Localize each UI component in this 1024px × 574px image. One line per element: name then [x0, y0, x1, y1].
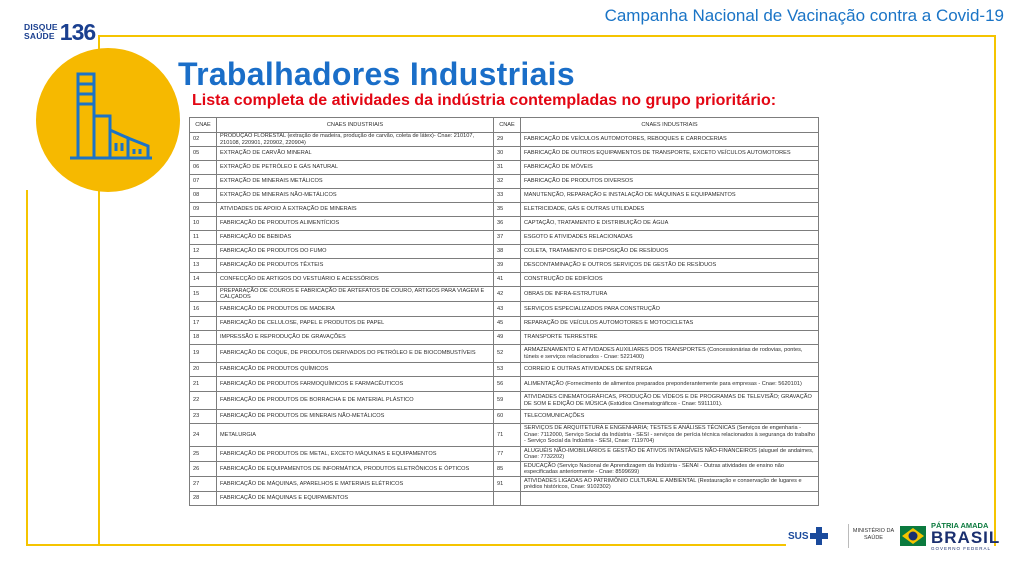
table-row	[190, 217, 819, 231]
activity-right: ELETRICIDADE, GÁS E OUTRAS UTILIDADES	[521, 203, 819, 217]
factory-icon	[36, 48, 180, 192]
cnae-code-right: 35	[494, 203, 521, 217]
brazil-flag-icon	[900, 526, 926, 546]
cnae-code-right: 38	[494, 245, 521, 259]
activity-left: FABRICAÇÃO DE PRODUTOS FARMOQUÍMICOS E FARMACÊUTICOS	[217, 377, 494, 392]
activity-right: FABRICAÇÃO DE PRODUTOS DIVERSOS	[521, 175, 819, 189]
cnae-code-right: 53	[494, 363, 521, 377]
cnae-code-right: 45	[494, 317, 521, 331]
table-row	[190, 302, 819, 317]
table-row	[190, 345, 819, 363]
activity-left: IMPRESSÃO E REPRODUÇÃO DE GRAVAÇÕES	[217, 331, 494, 345]
activity-right: EDUCAÇÃO (Serviço Nacional de Aprendizagem da Indústria - SENAI - Outras atividades de ensino não especificadas anteriormente - Cnae: 8599699)	[521, 462, 819, 477]
activity-left: FABRICAÇÃO DE PRODUTOS DE MINERAIS NÃO-METÁLICOS	[217, 410, 494, 424]
cnae-code-left: 21	[190, 377, 217, 392]
cnae-code-right: 36	[494, 217, 521, 231]
table-row	[190, 147, 819, 161]
cnae-code-left: 08	[190, 189, 217, 203]
activity-left: FABRICAÇÃO DE PRODUTOS QUÍMICOS	[217, 363, 494, 377]
activity-right: CAPTAÇÃO, TRATAMENTO E DISTRIBUIÇÃO DE ÁGUA	[521, 217, 819, 231]
activity-left: FABRICAÇÃO DE BEBIDAS	[217, 231, 494, 245]
table-row	[190, 331, 819, 345]
table-row	[190, 161, 819, 175]
country-text: BRASIL	[931, 527, 1001, 547]
cnae-code-left: 22	[190, 392, 217, 410]
activity-left: PRODUÇÃO FLORESTAL (extração de madeira, produção de carvão, coleta de látex)- Cnae: 210107, 210108, 220901, 220902, 220904)	[217, 133, 494, 147]
cnae-code-right: 33	[494, 189, 521, 203]
activity-left: FABRICAÇÃO DE PRODUTOS DO FUMO	[217, 245, 494, 259]
cnae-code-left: 06	[190, 161, 217, 175]
activity-left: FABRICAÇÃO DE PRODUTOS ALIMENTÍCIOS	[217, 217, 494, 231]
cnae-code-right: 71	[494, 424, 521, 447]
cnae-table-body	[190, 133, 819, 506]
ministry-line2: SAÚDE	[864, 534, 883, 541]
activity-left: FABRICAÇÃO DE PRODUTOS DE METAL, EXCETO MÁQUINAS E EQUIPAMENTOS	[217, 447, 494, 462]
activity-left: EXTRAÇÃO DE MINERAIS NÃO-METÁLICOS	[217, 189, 494, 203]
table-header-row	[190, 118, 819, 133]
activity-right: TRANSPORTE TERRESTRE	[521, 331, 819, 345]
activity-left: ATIVIDADES DE APOIO À EXTRAÇÃO DE MINERAIS	[217, 203, 494, 217]
activity-right: FABRICAÇÃO DE VEÍCULOS AUTOMOTORES, REBOQUES E CARROCERIAS	[521, 133, 819, 147]
cnae-code-left: 16	[190, 302, 217, 317]
cnae-code-left: 27	[190, 477, 217, 492]
table-row	[190, 447, 819, 462]
activity-left: METALURGIA	[217, 424, 494, 447]
cnae-code-left: 25	[190, 447, 217, 462]
cnae-code-left: 18	[190, 331, 217, 345]
table-row	[190, 175, 819, 189]
cnae-code-right: 43	[494, 302, 521, 317]
activity-left: EXTRAÇÃO DE MINERAIS METÁLICOS	[217, 175, 494, 189]
table-row	[190, 189, 819, 203]
table-row	[190, 462, 819, 477]
cnae-code-right: 39	[494, 259, 521, 273]
cnae-code-right: 85	[494, 462, 521, 477]
cnae-code-left: 07	[190, 175, 217, 189]
cnae-code-left: 28	[190, 492, 217, 506]
brasil-government-logo	[900, 520, 1001, 551]
sus-logo	[788, 524, 829, 548]
cnae-code-left: 26	[190, 462, 217, 477]
cnae-code-right: 49	[494, 331, 521, 345]
table-row	[190, 259, 819, 273]
ministry-of-health-logo	[848, 524, 898, 548]
table-row	[190, 245, 819, 259]
cnae-code-left: 02	[190, 133, 217, 147]
activity-right: ARMAZENAMENTO E ATIVIDADES AUXILIARES DOS TRANSPORTES (Concessionárias de rodovias, pontes, túneis e serviços relacionados - Cnae: 5221400)	[521, 345, 819, 363]
slogan-text: PÁTRIA AMADA	[931, 520, 989, 530]
cnae-code-left: 05	[190, 147, 217, 161]
activity-right: ESGOTO E ATIVIDADES RELACIONADAS	[521, 231, 819, 245]
activity-right: FABRICAÇÃO DE MÓVEIS	[521, 161, 819, 175]
cnae-code-right: 29	[494, 133, 521, 147]
table-row	[190, 363, 819, 377]
cnae-code-left: 09	[190, 203, 217, 217]
activity-left: EXTRAÇÃO DE CARVÃO MINERAL	[217, 147, 494, 161]
cnae-code-right: 59	[494, 392, 521, 410]
cnae-code-right: 91	[494, 477, 521, 492]
cnae-code-right	[494, 492, 521, 506]
header-cnae-right: CNAE	[494, 118, 521, 133]
cnae-code-left: 19	[190, 345, 217, 363]
icon-circle	[36, 48, 180, 192]
table-row	[190, 317, 819, 331]
cnae-code-right: 56	[494, 377, 521, 392]
page-subtitle: Lista completa de atividades da indústria contempladas no grupo prioritário:	[192, 92, 777, 109]
cnae-code-right: 30	[494, 147, 521, 161]
logo-line-saude: SAÚDE	[24, 31, 55, 41]
activity-right: ATIVIDADES LIGADAS AO PATRIMÔNIO CULTURAL E AMBIENTAL (Restauração e conservação de lugares e prédios históricos, Cnae: 9102302)	[521, 477, 819, 492]
logo-line-disque: DISQUE	[24, 22, 58, 32]
cnae-code-right: 60	[494, 410, 521, 424]
table-row	[190, 203, 819, 217]
activity-left: FABRICAÇÃO DE MÁQUINAS E EQUIPAMENTOS	[217, 492, 494, 506]
cnae-code-left: 20	[190, 363, 217, 377]
activity-left: FABRICAÇÃO DE PRODUTOS DE BORRACHA E DE MATERIAL PLÁSTICO	[217, 392, 494, 410]
header-activities-left: CNAES INDUSTRIAIS	[217, 118, 494, 133]
cnae-code-left: 17	[190, 317, 217, 331]
table-row	[190, 410, 819, 424]
activity-right: COLETA, TRATAMENTO E DISPOSIÇÃO DE RESÍDUOS	[521, 245, 819, 259]
sus-text: SUS	[788, 530, 809, 542]
ministry-line1: MINISTÉRIO DA	[852, 528, 895, 534]
activity-left: FABRICAÇÃO DE EQUIPAMENTOS DE INFORMÁTICA, PRODUTOS ELETRÔNICOS E ÓPTICOS	[217, 462, 494, 477]
table-row	[190, 377, 819, 392]
activity-right: ATIVIDADES CINEMATOGRÁFICAS, PRODUÇÃO DE VÍDEOS E DE PROGRAMAS DE TELEVISÃO; GRAVAÇÃO DE SOM E EDIÇÃO DE MÚSICA (Estúdios Cinematográficos - Cnae: 5911101).	[521, 392, 819, 410]
activity-left: FABRICAÇÃO DE PRODUTOS TÊXTEIS	[217, 259, 494, 273]
cnae-code-left: 12	[190, 245, 217, 259]
activity-left: FABRICAÇÃO DE MÁQUINAS, APARELHOS E MATERIAIS ELÉTRICOS	[217, 477, 494, 492]
table-row	[190, 392, 819, 410]
activity-right: CORREIO E OUTRAS ATIVIDADES DE ENTREGA	[521, 363, 819, 377]
table-row	[190, 273, 819, 287]
yellow-frame-bottom	[26, 544, 786, 546]
cnae-code-right: 42	[494, 287, 521, 302]
activity-right: OBRAS DE INFRA-ESTRUTURA	[521, 287, 819, 302]
cnae-code-right: 52	[494, 345, 521, 363]
activity-right: REPARAÇÃO DE VEÍCULOS AUTOMOTORES E MOTOCICLETAS	[521, 317, 819, 331]
cnae-code-left: 10	[190, 217, 217, 231]
sus-cross-icon	[809, 526, 829, 546]
activity-right: ALIMENTAÇÃO (Fornecimento de alimentos preparados preponderantemente para empresas - Cnae: 5620101)	[521, 377, 819, 392]
activity-right: FABRICAÇÃO DE OUTROS EQUIPAMENTOS DE TRANSPORTE, EXCETO VEÍCULOS AUTOMOTORES	[521, 147, 819, 161]
cnae-code-left: 11	[190, 231, 217, 245]
page-title: Trabalhadores Industriais	[178, 56, 575, 92]
cnae-code-right: 77	[494, 447, 521, 462]
cnae-code-left: 13	[190, 259, 217, 273]
header-activities-right: CNAES INDUSTRIAIS	[521, 118, 819, 133]
activity-left: FABRICAÇÃO DE CELULOSE, PAPEL E PRODUTOS DE PAPEL	[217, 317, 494, 331]
logo-number: 136	[59, 18, 96, 45]
cnae-code-right: 31	[494, 161, 521, 175]
table-row	[190, 231, 819, 245]
cnae-code-right: 41	[494, 273, 521, 287]
activity-right: TELECOMUNICAÇÕES	[521, 410, 819, 424]
cnae-code-left: 15	[190, 287, 217, 302]
cnae-table	[189, 117, 819, 506]
header-cnae-left: CNAE	[190, 118, 217, 133]
table-row	[190, 477, 819, 492]
activity-left: CONFECÇÃO DE ARTIGOS DO VESTUÁRIO E ACESSÓRIOS	[217, 273, 494, 287]
activity-right: SERVIÇOS ESPECIALIZADOS PARA CONSTRUÇÃO	[521, 302, 819, 317]
activity-right: ALUGUÉIS NÃO-IMOBILIÁRIOS E GESTÃO DE ATIVOS INTANGÍVEIS NÃO-FINANCEIROS (aluguel de andaimes, Cnae: 7732202)	[521, 447, 819, 462]
yellow-frame-left	[26, 190, 28, 546]
cnae-code-right: 37	[494, 231, 521, 245]
table-row	[190, 424, 819, 447]
government-text: GOVERNO FEDERAL	[931, 545, 992, 551]
table-row	[190, 492, 819, 506]
disque-saude-136-logo	[24, 20, 95, 44]
cnae-code-left: 23	[190, 410, 217, 424]
cnae-code-left: 24	[190, 424, 217, 447]
table-row	[190, 287, 819, 302]
activity-right: DESCONTAMINAÇÃO E OUTROS SERVIÇOS DE GESTÃO DE RESÍDUOS	[521, 259, 819, 273]
activity-right: MANUTENÇÃO, REPARAÇÃO E INSTALAÇÃO DE MÁQUINAS E EQUIPAMENTOS	[521, 189, 819, 203]
activity-right	[521, 492, 819, 506]
campaign-title: Campanha Nacional de Vacinação contra a Covid-19	[604, 6, 1004, 25]
activity-right: SERVIÇOS DE ARQUITETURA E ENGENHARIA; TESTES E ANÁLISES TÉCNICAS (Serviços de engenharia - Cnae: 7112000, Serviço Social da Indústria - SESI - serviços de perícia técnica relacionados à segurança do trabalho - Serviço Social da Indústria - SESI, Cnae: 7119704)	[521, 424, 819, 447]
cnae-code-right: 32	[494, 175, 521, 189]
activity-right: CONSTRUÇÃO DE EDIFÍCIOS	[521, 273, 819, 287]
activity-left: PREPARAÇÃO DE COUROS E FABRICAÇÃO DE ARTEFATOS DE COURO, ARTIGOS PARA VIAGEM E CALÇADOS	[217, 287, 494, 302]
activity-left: EXTRAÇÃO DE PETRÓLEO E GÁS NATURAL	[217, 161, 494, 175]
table-row	[190, 133, 819, 147]
cnae-code-left: 14	[190, 273, 217, 287]
activity-left: FABRICAÇÃO DE COQUE, DE PRODUTOS DERIVADOS DO PETRÓLEO E DE BIOCOMBUSTÍVEIS	[217, 345, 494, 363]
activity-left: FABRICAÇÃO DE PRODUTOS DE MADEIRA	[217, 302, 494, 317]
